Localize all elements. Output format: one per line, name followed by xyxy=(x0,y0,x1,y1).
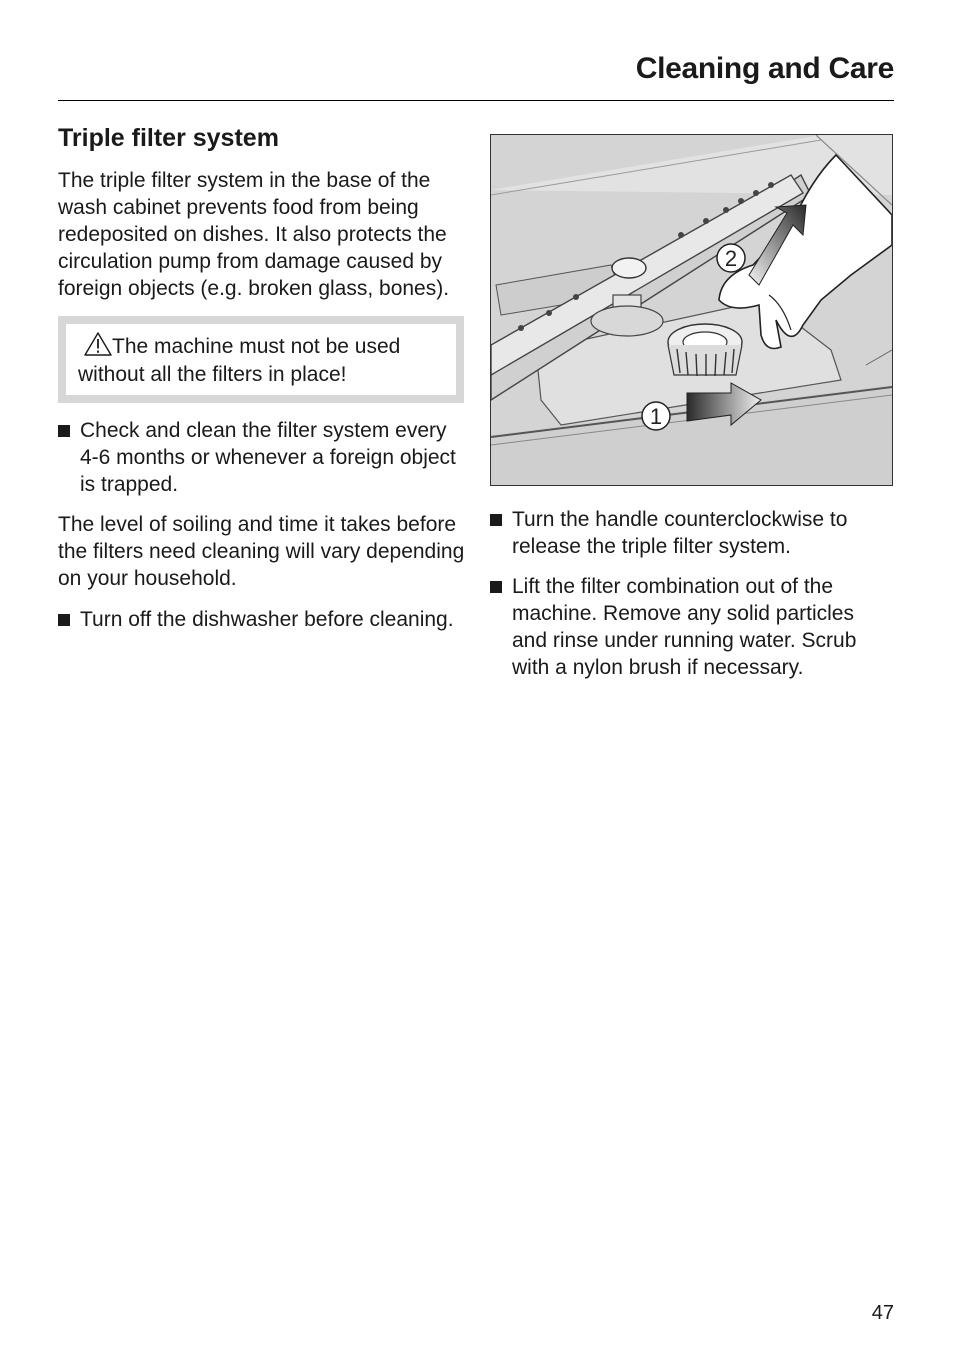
warning-text: The machine must not be used without all the filters in place! xyxy=(78,335,401,386)
step-1-marker xyxy=(642,402,670,430)
page-header-title: Cleaning and Care xyxy=(635,52,894,85)
step-2-marker xyxy=(717,244,745,272)
bullet-square-icon xyxy=(58,614,70,626)
section-title: Triple filter system xyxy=(58,124,279,152)
triple-filter-icon xyxy=(668,324,742,376)
intro-paragraph: The triple filter system in the base of the wash cabinet prevents food from being redeposited on dishes. It also protects the circulation pump from damage caused by foreign objects (e.g. broken glass, bones). xyxy=(58,169,450,300)
list-item-text: Lift the filter combination out of the machine. Remove any solid particles and rinse under running water. Scrub with a nylon brush if necessary. xyxy=(512,575,857,679)
page-number: 47 xyxy=(871,1302,894,1324)
svg-text:2: 2 xyxy=(724,246,738,271)
list-item-lift-filter xyxy=(490,573,894,681)
warning-inner xyxy=(66,324,456,395)
list-item-turn-handle xyxy=(490,506,894,560)
header-divider xyxy=(58,100,894,101)
warning-box xyxy=(58,316,464,403)
list-item-text: Turn the handle counterclockwise to release the triple filter system. xyxy=(512,508,848,558)
filter-removal-illustration xyxy=(490,134,893,486)
bullet-square-icon xyxy=(490,514,502,526)
bullet-square-icon xyxy=(58,425,70,437)
svg-text:1: 1 xyxy=(649,404,663,429)
list-item-text: Turn off the dishwasher before cleaning. xyxy=(80,608,454,631)
bullet-square-icon xyxy=(490,581,502,593)
list-item-check-filter xyxy=(58,417,466,498)
right-column xyxy=(490,134,894,694)
list-item-turn-off xyxy=(58,606,466,633)
soiling-paragraph: The level of soiling and time it takes before the filters need cleaning will vary depending on your household. xyxy=(58,513,465,590)
list-item-text: Check and clean the filter system every 4-6 months or whenever a foreign object is trapped. xyxy=(80,419,456,496)
left-column xyxy=(58,124,466,646)
warning-triangle-icon xyxy=(84,332,112,356)
